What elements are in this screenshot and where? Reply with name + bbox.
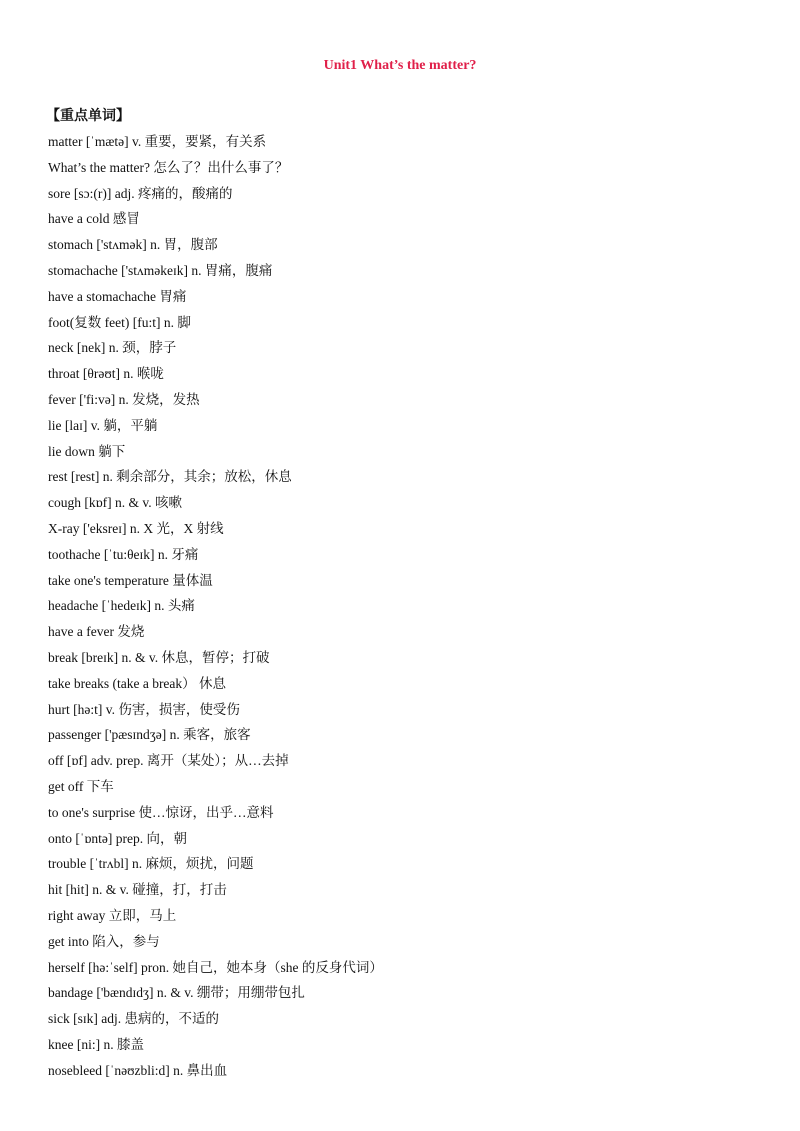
vocab-entry-text: matter [ˈmætə] v. 重要，要紧，有关系	[48, 134, 267, 149]
page-title: Unit1 What’s the matter?	[323, 58, 477, 73]
vocab-entry-text: break [breɪk] n. & v. 休息，暂停；打破	[48, 649, 270, 665]
vocab-entry	[48, 751, 383, 777]
vocab-entry-text: What’s the matter? 怎么了？出什么事了？	[48, 159, 289, 175]
vocab-entry-text: trouble [ˈtrʌbl] n. 麻烦，烦扰，问题	[48, 856, 254, 872]
vocab-entry	[48, 1061, 383, 1087]
vocab-entry-text: right away 立即，马上	[48, 907, 177, 923]
vocab-entry-text: have a cold 感冒	[48, 211, 140, 227]
vocab-entry-text: off [ɒf] adv. prep. 离开（某处）；从…去掉	[48, 753, 289, 769]
vocab-entry	[48, 622, 383, 648]
vocab-entry	[48, 235, 383, 261]
vocab-entry-text: herself [hə:ˈself] pron. 她自己，她本身（she 的反身代词）	[48, 959, 383, 975]
vocab-entry-text: get into 陷入，参与	[48, 933, 160, 949]
vocab-entry-text: have a stomachache 胃痛	[48, 288, 187, 304]
vocabulary-list	[48, 132, 383, 1086]
vocab-entry	[48, 777, 383, 803]
vocab-entry	[48, 700, 383, 726]
vocab-entry-text: sick [sɪk] adj. 患病的，不适的	[48, 1011, 219, 1027]
vocab-entry-text: bandage ['bændɪdʒ] n. & v. 绷带；用绷带包扎	[48, 985, 305, 1001]
vocab-entry-text: nosebleed [ˈnəʊzbli:d] n. 鼻出血	[48, 1062, 228, 1078]
vocab-entry-text: onto [ˈɒntə] prep. 向，朝	[48, 830, 188, 846]
section-heading: 【重点单词】	[46, 108, 130, 124]
vocab-entry	[48, 545, 383, 571]
vocab-entry	[48, 854, 383, 880]
vocab-entry-text: toothache [ˈtu:θeɪk] n. 牙痛	[48, 546, 199, 562]
vocab-entry-text: hurt [hə:t] v. 伤害，损害，使受伤	[48, 701, 240, 717]
vocab-entry	[48, 596, 383, 622]
vocab-entry	[48, 313, 383, 339]
vocab-entry-text: throat [θrəʊt] n. 喉咙	[48, 366, 164, 382]
vocab-entry	[48, 674, 383, 700]
vocab-entry	[48, 1035, 383, 1061]
vocab-entry-text: have a fever 发烧	[48, 624, 145, 640]
vocab-entry-text: hit [hit] n. & v. 碰撞，打，打击	[48, 882, 227, 898]
vocab-entry-text: rest [rest] n. 剩余部分，其余；放松，休息	[48, 469, 292, 485]
vocab-entry-text: passenger ['pæsɪndʒə] n. 乘客，旅客	[48, 727, 251, 743]
vocab-entry	[48, 519, 383, 545]
vocab-entry	[48, 338, 383, 364]
vocab-entry	[48, 571, 383, 597]
vocab-entry-text: to one's surprise 使…惊讶，出乎…意料	[48, 804, 274, 820]
vocab-entry	[48, 983, 383, 1009]
vocab-entry-text: headache [ˈhedeɪk] n. 头痛	[48, 598, 195, 614]
vocab-entry	[48, 880, 383, 906]
vocab-entry-text: lie [laɪ] v. 躺，平躺	[48, 417, 158, 433]
vocab-entry	[48, 442, 383, 468]
vocab-entry-text: get off 下车	[48, 778, 114, 794]
vocab-entry	[48, 829, 383, 855]
vocab-entry	[48, 132, 383, 158]
vocab-entry	[48, 648, 383, 674]
vocab-entry	[48, 158, 383, 184]
vocab-entry	[48, 493, 383, 519]
vocab-entry	[48, 416, 383, 442]
vocab-entry-text: knee [ni:] n. 膝盖	[48, 1036, 144, 1052]
vocab-entry	[48, 958, 383, 984]
vocab-entry	[48, 261, 383, 287]
vocab-entry-text: take one's temperature 量体温	[48, 572, 213, 588]
vocab-entry-text: neck [nek] n. 颈，脖子	[48, 340, 177, 356]
vocab-entry-text: stomachache ['stʌməkeɪk] n. 胃痛，腹痛	[48, 262, 273, 278]
vocab-entry	[48, 906, 383, 932]
vocab-entry	[48, 803, 383, 829]
vocab-entry-text: X-ray ['eksreɪ] n. X 光，X 射线	[48, 520, 224, 536]
vocab-entry	[48, 287, 383, 313]
vocab-entry-text: stomach ['stʌmək] n. 胃，腹部	[48, 237, 218, 253]
vocab-entry	[48, 467, 383, 493]
vocab-entry	[48, 725, 383, 751]
vocab-entry-text: lie down 躺下	[48, 443, 126, 459]
vocab-entry	[48, 184, 383, 210]
vocab-entry-text: fever ['fi:və] n. 发烧，发热	[48, 391, 200, 407]
vocab-entry	[48, 209, 383, 235]
vocab-entry	[48, 364, 383, 390]
vocab-entry-text: foot(复数 feet) [fu:t] n. 脚	[48, 314, 191, 330]
vocab-entry	[48, 390, 383, 416]
vocab-entry-text: take breaks (take a break） 休息	[48, 675, 227, 691]
vocab-entry	[48, 1009, 383, 1035]
vocab-entry	[48, 932, 383, 958]
vocab-entry-text: cough [kɒf] n. & v. 咳嗽	[48, 495, 183, 511]
vocab-entry-text: sore [sɔ:(r)] adj. 疼痛的，酸痛的	[48, 185, 233, 201]
